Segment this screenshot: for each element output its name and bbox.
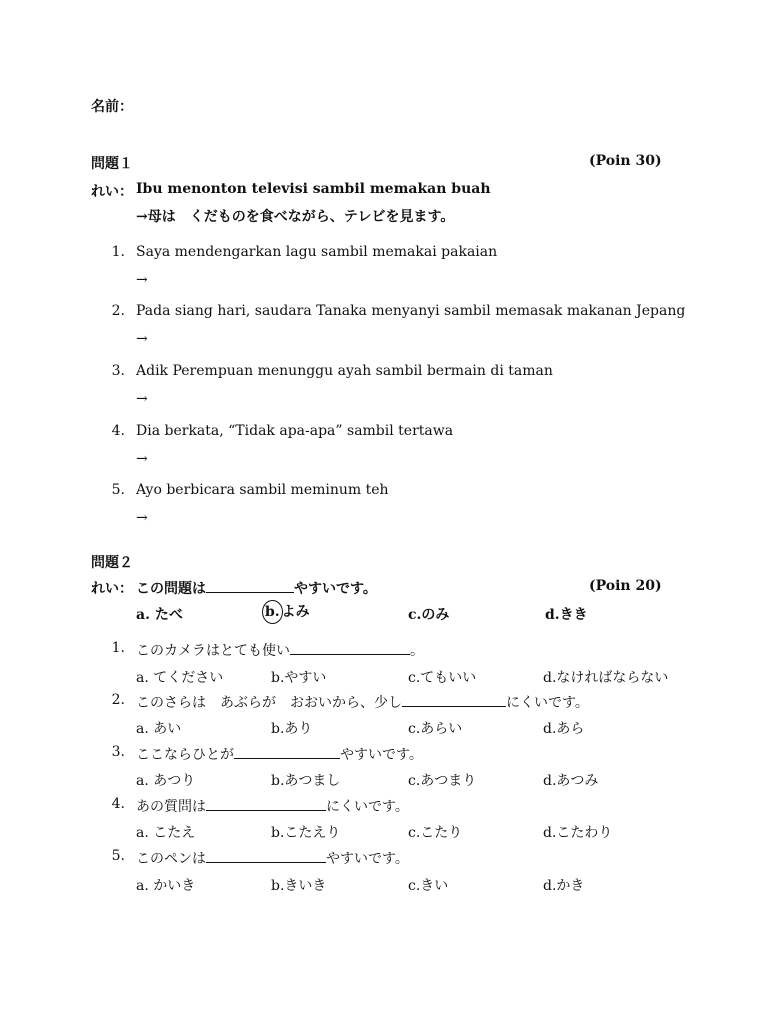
option-b: b.あり bbox=[271, 721, 313, 737]
option-d: d.あつみ bbox=[543, 773, 599, 789]
option-a: a. あつり bbox=[136, 773, 196, 789]
option-c: c.こたり bbox=[408, 825, 463, 841]
answer-arrow: → bbox=[136, 331, 148, 347]
q2-item-number: 4. bbox=[111, 796, 125, 812]
example-option-d: d.きき bbox=[545, 607, 588, 623]
q2-title: 問題２ bbox=[91, 555, 133, 571]
q1-example-answer: →母は くだものを食べながら、テレビを見ます。 bbox=[136, 209, 455, 225]
q2-item-sentence bbox=[136, 692, 589, 712]
q2-item-sentence bbox=[136, 744, 423, 764]
q1-item-text: Dia berkata, “Tidak apa-apa” sambil tertawa bbox=[136, 423, 454, 439]
blank-line bbox=[402, 692, 506, 707]
q2-item-number: 3. bbox=[111, 744, 125, 760]
option-b: b.やすい bbox=[271, 670, 327, 686]
q1-item-number: 1. bbox=[111, 244, 125, 260]
q2-item-sentence bbox=[136, 796, 409, 816]
option-d: d.かき bbox=[543, 878, 585, 894]
answer-arrow: → bbox=[136, 451, 148, 467]
q2-example-label: れい： bbox=[91, 581, 133, 597]
sentence-end: にくいです。 bbox=[326, 799, 409, 815]
option-b: b.こたえり bbox=[271, 825, 341, 841]
sentence-end: やすいです。 bbox=[340, 747, 423, 763]
sentence-start: このさらは あぶらが おおいから、少し bbox=[136, 695, 402, 711]
option-b: b.きいき bbox=[271, 878, 327, 894]
example-option-c: c.のみ bbox=[408, 607, 450, 623]
q1-item-number: 5. bbox=[111, 482, 125, 498]
q1-title: 問題１ bbox=[91, 156, 133, 172]
sentence-end: 。 bbox=[410, 643, 424, 659]
example-option-a: a. たべ bbox=[136, 607, 183, 623]
q2-points: (Poin 20) bbox=[589, 578, 662, 594]
q1-item-number: 3. bbox=[111, 363, 125, 379]
q1-item-text: Pada siang hari, saudara Tanaka menyanyi sambil memasak makanan Jepang bbox=[136, 303, 686, 319]
sentence-start: このペンは bbox=[136, 851, 206, 867]
option-a: a. こたえ bbox=[136, 825, 196, 841]
answer-arrow: → bbox=[136, 391, 148, 407]
q1-points: (Poin 30) bbox=[589, 153, 662, 169]
q1-item-text: Adik Perempuan menunggu ayah sambil bermain di taman bbox=[136, 363, 553, 379]
option-text: よみ bbox=[281, 604, 310, 620]
q2-item-number: 1. bbox=[111, 640, 125, 656]
option-c: c.あらい bbox=[408, 721, 463, 737]
option-c: c.あつまり bbox=[408, 773, 477, 789]
q1-example-label: れい： bbox=[91, 184, 133, 200]
sentence-start: ここならひとが bbox=[136, 747, 234, 763]
q2-example-sentence bbox=[136, 578, 377, 598]
blank-line bbox=[290, 640, 410, 655]
option-d: d.なければならない bbox=[543, 670, 669, 686]
q2-item-sentence bbox=[136, 640, 424, 660]
blank-line bbox=[234, 744, 340, 759]
option-c: c.てもいい bbox=[408, 670, 477, 686]
option-b: b.あつまし bbox=[271, 773, 341, 789]
sentence-end: やすいです。 bbox=[294, 581, 377, 597]
blank-line bbox=[206, 796, 326, 811]
q1-example-text: Ibu menonton televisi sambil memakan buah bbox=[136, 181, 491, 197]
option-a: a. てください bbox=[136, 670, 224, 686]
q1-item-text: Saya mendengarkan lagu sambil memakai pakaian bbox=[136, 244, 498, 260]
selected-answer-circle: b. bbox=[262, 600, 283, 624]
blank-line bbox=[206, 578, 294, 593]
option-d: d.こたわり bbox=[543, 825, 613, 841]
option-a: a. かいき bbox=[136, 878, 196, 894]
answer-arrow: → bbox=[136, 272, 148, 288]
q2-item-sentence bbox=[136, 848, 409, 868]
sentence-start: あの質問は bbox=[136, 799, 206, 815]
blank-line bbox=[206, 848, 326, 863]
sentence-start: この問題は bbox=[136, 581, 206, 597]
name-label: 名前： bbox=[91, 99, 133, 115]
q2-item-number: 5. bbox=[111, 848, 125, 864]
q1-item-text: Ayo berbicara sambil meminum teh bbox=[136, 482, 389, 498]
answer-arrow: → bbox=[136, 510, 148, 526]
sentence-end: やすいです。 bbox=[326, 851, 409, 867]
q1-item-number: 2. bbox=[111, 303, 125, 319]
option-d: d.あら bbox=[543, 721, 585, 737]
option-c: c.きい bbox=[408, 878, 449, 894]
option-a: a. あい bbox=[136, 721, 182, 737]
sentence-end: にくいです。 bbox=[506, 695, 589, 711]
sentence-start: このカメラはとても使い bbox=[136, 643, 290, 659]
q1-item-number: 4. bbox=[111, 423, 125, 439]
q2-item-number: 2. bbox=[111, 692, 125, 708]
example-option-b bbox=[265, 600, 310, 624]
